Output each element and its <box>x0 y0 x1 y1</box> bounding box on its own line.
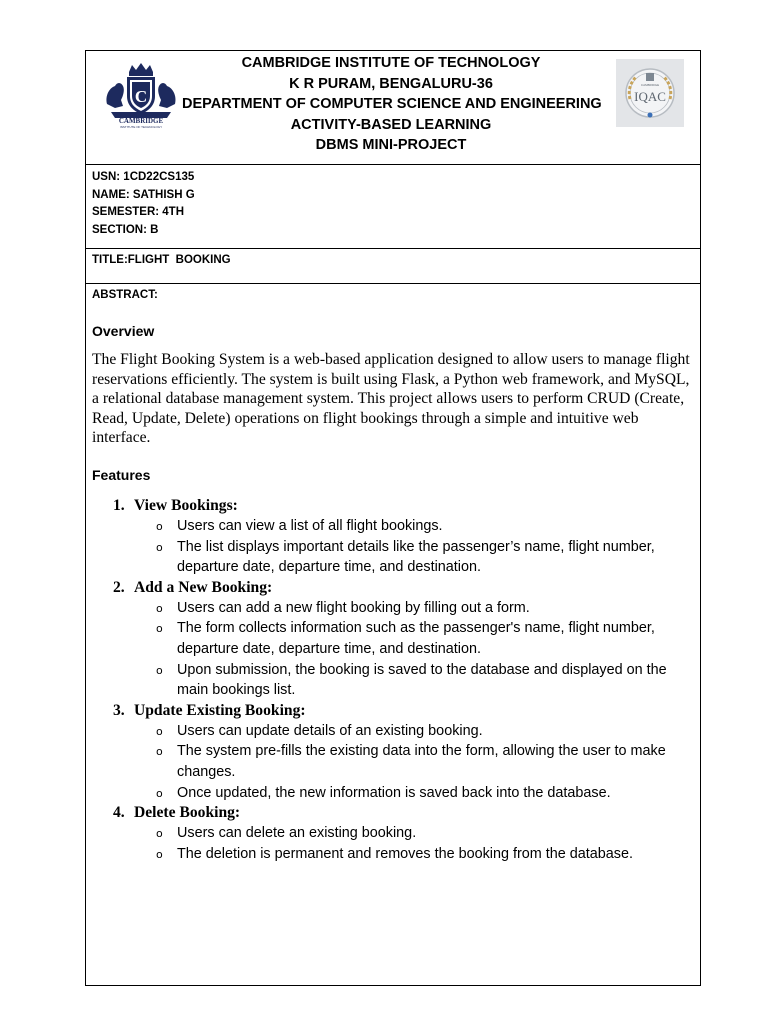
iqac-wordmark: IQAC <box>634 89 666 104</box>
abstract-section <box>86 283 700 985</box>
features-heading: Features <box>92 466 151 483</box>
bullet-icon: o <box>156 519 163 533</box>
usn-line: USN: 1CD22CS135 <box>92 171 195 183</box>
bullet-icon: o <box>156 827 163 841</box>
feature-title: Update Existing Booking: <box>134 701 306 719</box>
document-frame <box>85 50 701 986</box>
project-title: TITLE:FLIGHT BOOKING <box>92 254 231 266</box>
feature-points <box>92 598 694 701</box>
semester-line: SEMESTER: 4TH <box>92 206 185 218</box>
iqac-seal-logo <box>616 59 684 127</box>
feature-points <box>92 823 694 864</box>
feature-item <box>92 701 694 803</box>
features-list <box>92 496 694 864</box>
bullet-icon: o <box>156 847 163 861</box>
list-item: o The form collects information such as the passenger's name, flight number, departure date, departure time, and destination. <box>156 620 655 657</box>
institute-header <box>182 53 600 156</box>
section-line: SECTION: B <box>92 223 159 236</box>
list-item: o Users can add a new flight booking by filling out a form. <box>92 598 694 619</box>
feature-item <box>92 496 694 578</box>
header-line-institute: CAMBRIDGE INSTITUTE OF TECHNOLOGY <box>241 55 541 71</box>
feature-heading <box>92 578 694 598</box>
list-item: o The deletion is permanent and removes the booking from the database. <box>92 844 694 865</box>
feature-heading <box>92 803 694 823</box>
name-line: NAME: SATHISH G <box>92 188 195 201</box>
feature-item <box>92 803 694 864</box>
feature-heading <box>92 701 694 721</box>
header-line-department: DEPARTMENT OF COMPUTER SCIENCE AND ENGINEERING <box>182 96 602 112</box>
cambridge-crest-logo <box>101 60 181 130</box>
feature-heading <box>92 496 694 516</box>
title-section <box>86 248 700 283</box>
bullet-icon: o <box>156 786 163 800</box>
feature-number: 2. <box>113 578 125 596</box>
feature-points <box>92 516 694 578</box>
feature-title: Add a New Booking: <box>134 578 273 596</box>
feature-points <box>92 721 694 803</box>
bullet-icon: o <box>156 663 163 677</box>
header-line-activity: ACTIVITY-BASED LEARNING <box>290 116 492 133</box>
list-item: o Once updated, the new information is saved back into the database. <box>92 783 694 804</box>
bullet-icon: o <box>156 745 163 759</box>
bullet-icon: o <box>156 540 163 554</box>
bullet-icon: o <box>156 601 163 615</box>
feature-title: View Bookings: <box>134 496 238 514</box>
list-item: o Users can view a list of all flight bookings. <box>92 516 694 537</box>
abstract-label: ABSTRACT: <box>92 289 158 301</box>
list-item: o Users can update details of an existing booking. <box>92 721 694 742</box>
header-section <box>86 51 700 164</box>
svg-text:INSTITUTE OF TECHNOLOGY: INSTITUTE OF TECHNOLOGY <box>119 125 163 129</box>
feature-number: 3. <box>113 701 125 719</box>
feature-number: 1. <box>113 496 125 514</box>
list-item: o Upon submission, the booking is saved to the database and displayed on the main bookings list. <box>156 661 667 699</box>
feature-item <box>92 578 694 701</box>
list-item: o The list displays important details like the passenger’s name, flight number, departure date, departure time, and destination. <box>156 538 655 576</box>
bullet-icon: o <box>156 622 163 636</box>
overview-heading: Overview <box>92 323 155 339</box>
student-info-section <box>86 164 700 248</box>
logo-wordmark: CAMBRIDGE <box>118 117 164 125</box>
bullet-icon: o <box>156 724 163 738</box>
header-line-address: K R PURAM, BENGALURU-36 <box>289 75 493 92</box>
svg-text:C: C <box>134 87 148 106</box>
svg-text:CAMBRIDGE: CAMBRIDGE <box>640 83 660 87</box>
feature-title: Delete Booking: <box>134 804 241 822</box>
feature-number: 4. <box>113 804 125 822</box>
list-item: o The system pre-fills the existing data into the form, allowing the user to make changes. <box>156 743 666 780</box>
list-item: o Users can delete an existing booking. <box>92 823 694 844</box>
overview-paragraph: The Flight Booking System is a web-based application designed to allow users to manage flight reservations efficiently. The system is built using Flask, a Python web framework, and MySQL, a relational database management system. This project allows users to perform CRUD (Create, Read, Update, Delete) operations on flight bookings through a simple and intuitive web interface. <box>92 351 690 447</box>
header-line-project: DBMS MINI-PROJECT <box>315 137 467 153</box>
